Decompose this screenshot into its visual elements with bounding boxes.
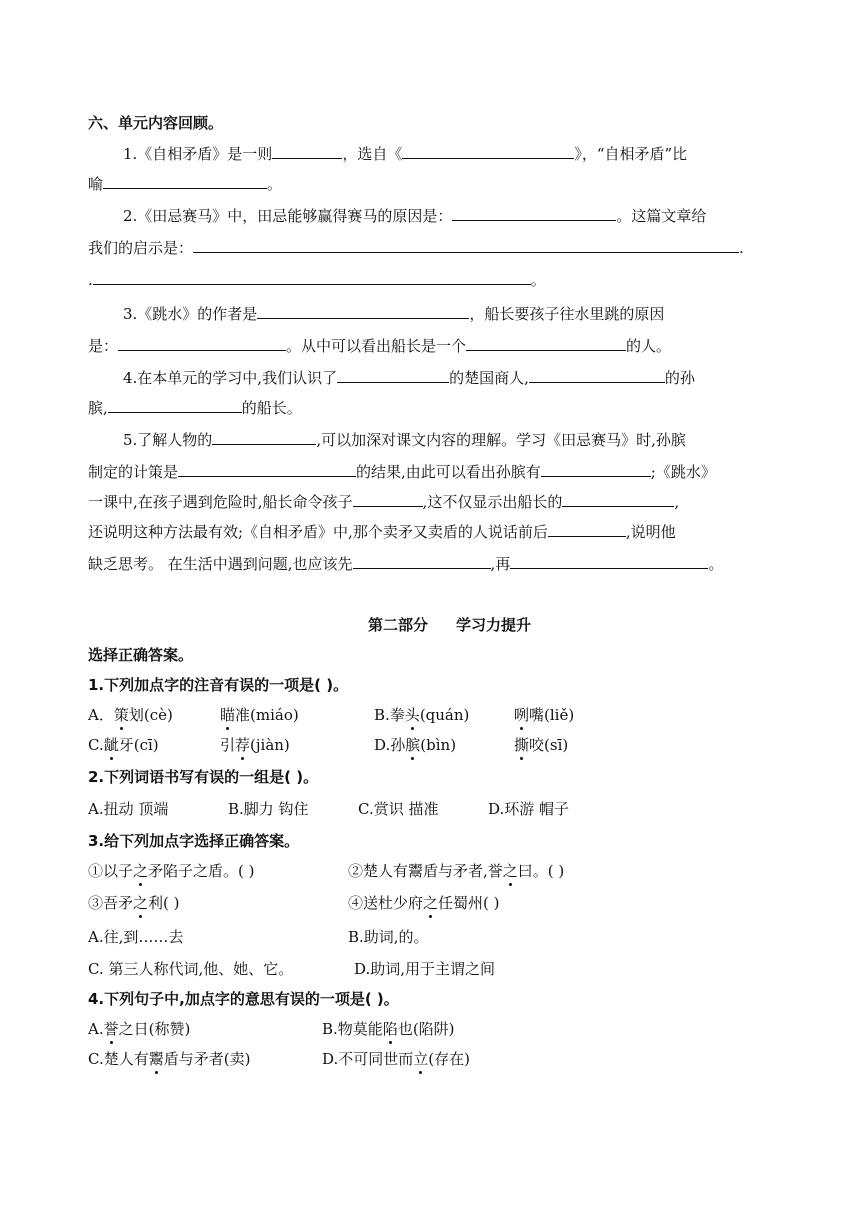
- q5-blank-1[interactable]: [212, 428, 316, 445]
- mc-q3-stem: 3.给下列加点字选择正确答案。: [88, 832, 300, 850]
- mc-q1-option-c[interactable]: C.龇牙(cī): [88, 736, 159, 754]
- q1-blank-source[interactable]: [402, 142, 574, 159]
- mc-q1-option-c-word2: 引荐(jiàn): [220, 736, 290, 754]
- mc-q3-option-a[interactable]: A.往,到……去: [88, 928, 184, 946]
- q2-line1: 2.《田忌赛马》中，田忌能够赢得赛马的原因是： 。这篇文章给: [88, 204, 772, 226]
- q3-blank-trait[interactable]: [466, 334, 626, 351]
- mc-q2-option-d[interactable]: D.环游 帽子: [488, 800, 570, 818]
- mc-q1-stem: 1.下列加点字的注音有误的一项是( )。: [88, 676, 349, 694]
- mc-q2-option-c[interactable]: C.赏识 描准: [358, 800, 439, 818]
- q4-line2: 膑, 的船长。: [88, 396, 302, 418]
- mc-q1-option-a[interactable]: A．策划(cè): [88, 706, 173, 724]
- mc-q1-option-d-word2: 撕咬(sī): [514, 736, 569, 754]
- q4-blank-merchant[interactable]: [337, 366, 449, 383]
- mc-q2-option-a[interactable]: A.扭动 顶端: [88, 800, 169, 818]
- q4-blank-sunbin[interactable]: [529, 366, 665, 383]
- mc-q4-option-a[interactable]: A.誉之日(称赞): [88, 1020, 191, 1038]
- q5-line4: 还说明这种方法最有效;《自相矛盾》中,那个卖矛又卖盾的人说话前后 ,说明他: [88, 520, 676, 542]
- mc-q3-option-d[interactable]: D.助词,用于主谓之间: [354, 960, 496, 978]
- mc-q1-option-d[interactable]: D.孙膑(bìn): [374, 736, 457, 754]
- q2-blank-lesson-cont[interactable]: [93, 268, 531, 285]
- q4-blank-captain[interactable]: [108, 396, 242, 413]
- mc-q3-sentence-4[interactable]: ④送杜少府之任蜀州( ): [348, 894, 500, 912]
- q5-blank-4[interactable]: [353, 490, 423, 507]
- q1-blank-genre[interactable]: [272, 142, 342, 159]
- mc-q2-stem: 2.下列词语书写有误的一组是( )。: [88, 768, 319, 786]
- q5-blank-7[interactable]: [353, 552, 491, 569]
- mc-q4-option-b[interactable]: B.物莫能陷也(陷阱): [322, 1020, 455, 1038]
- q5-line2: 制定的计策是 的结果,由此可以看出孙膑有 ;《跳水》: [88, 460, 716, 482]
- q5-blank-3[interactable]: [541, 460, 651, 477]
- q5-blank-6[interactable]: [548, 520, 626, 537]
- q2-blank-reason[interactable]: [452, 204, 616, 221]
- q3-line1: 3.《跳水》的作者是 ，船长要孩子往水里跳的原因: [88, 302, 772, 324]
- mc-q1-option-b-word2: 咧嘴(liě): [514, 706, 575, 724]
- mc-q3-sentence-3[interactable]: ③吾矛之利( ): [88, 894, 180, 912]
- section6-heading: 六、单元内容回顾。: [88, 114, 224, 132]
- q2-line3: . 。: [88, 268, 546, 290]
- q3-blank-author[interactable]: [257, 302, 469, 319]
- q2-line2: 我们的启示是： .: [88, 236, 744, 258]
- mc-q3-option-c[interactable]: C. 第三人称代词,他、她、它。: [88, 960, 294, 978]
- q5-blank-5[interactable]: [562, 490, 674, 507]
- q5-line5: 缺乏思考。 在生活中遇到问题,也应该先 ,再 。: [88, 552, 723, 574]
- mc-q2-option-b[interactable]: B.脚力 钩住: [228, 800, 309, 818]
- q3-blank-reason[interactable]: [118, 334, 286, 351]
- q3-line2: 是： 。从中可以看出船长是一个 的人。: [88, 334, 671, 356]
- q5-blank-8[interactable]: [510, 552, 708, 569]
- mc-q4-option-d[interactable]: D.不可同世而立(存在): [322, 1050, 470, 1068]
- part2-instruction: 选择正确答案。: [88, 646, 194, 664]
- q5-line3: 一课中,在孩子遇到危险时,船长命令孩子 ,这不仅显示出船长的 ,: [88, 490, 679, 512]
- q1-blank-metaphor[interactable]: [103, 172, 267, 189]
- mc-q1-option-a-word2: 瞄准(miáo): [220, 706, 299, 724]
- mc-q4-option-c[interactable]: C.楚人有鬻盾与矛者(卖): [88, 1050, 251, 1068]
- mc-q3-sentence-1[interactable]: ①以子之矛陷子之盾。( ): [88, 862, 255, 880]
- q1-line1: 1.《自相矛盾》是一则 ，选自《 》，“自相矛盾”比: [88, 142, 772, 164]
- mc-q3-option-b[interactable]: B.助词,的。: [348, 928, 429, 946]
- q5-blank-2[interactable]: [178, 460, 356, 477]
- q5-line1: 5.了解人物的 ,可以加深对课文内容的理解。学习《田忌赛马》时,孙膑: [88, 428, 772, 450]
- part2-title: 第二部分 学习力提升: [368, 616, 532, 634]
- q1-line2: 喻 。: [88, 172, 282, 194]
- mc-q4-stem: 4.下列句子中,加点字的意思有误的一项是( )。: [88, 990, 399, 1008]
- mc-q3-sentence-2[interactable]: ②楚人有鬻盾与矛者,誉之曰。( ): [348, 862, 565, 880]
- q4-line1: 4.在本单元的学习中,我们认识了 的楚国商人, 的孙: [88, 366, 772, 388]
- q2-blank-lesson[interactable]: [193, 236, 739, 253]
- mc-q1-option-b[interactable]: B.拳头(quán): [374, 706, 470, 724]
